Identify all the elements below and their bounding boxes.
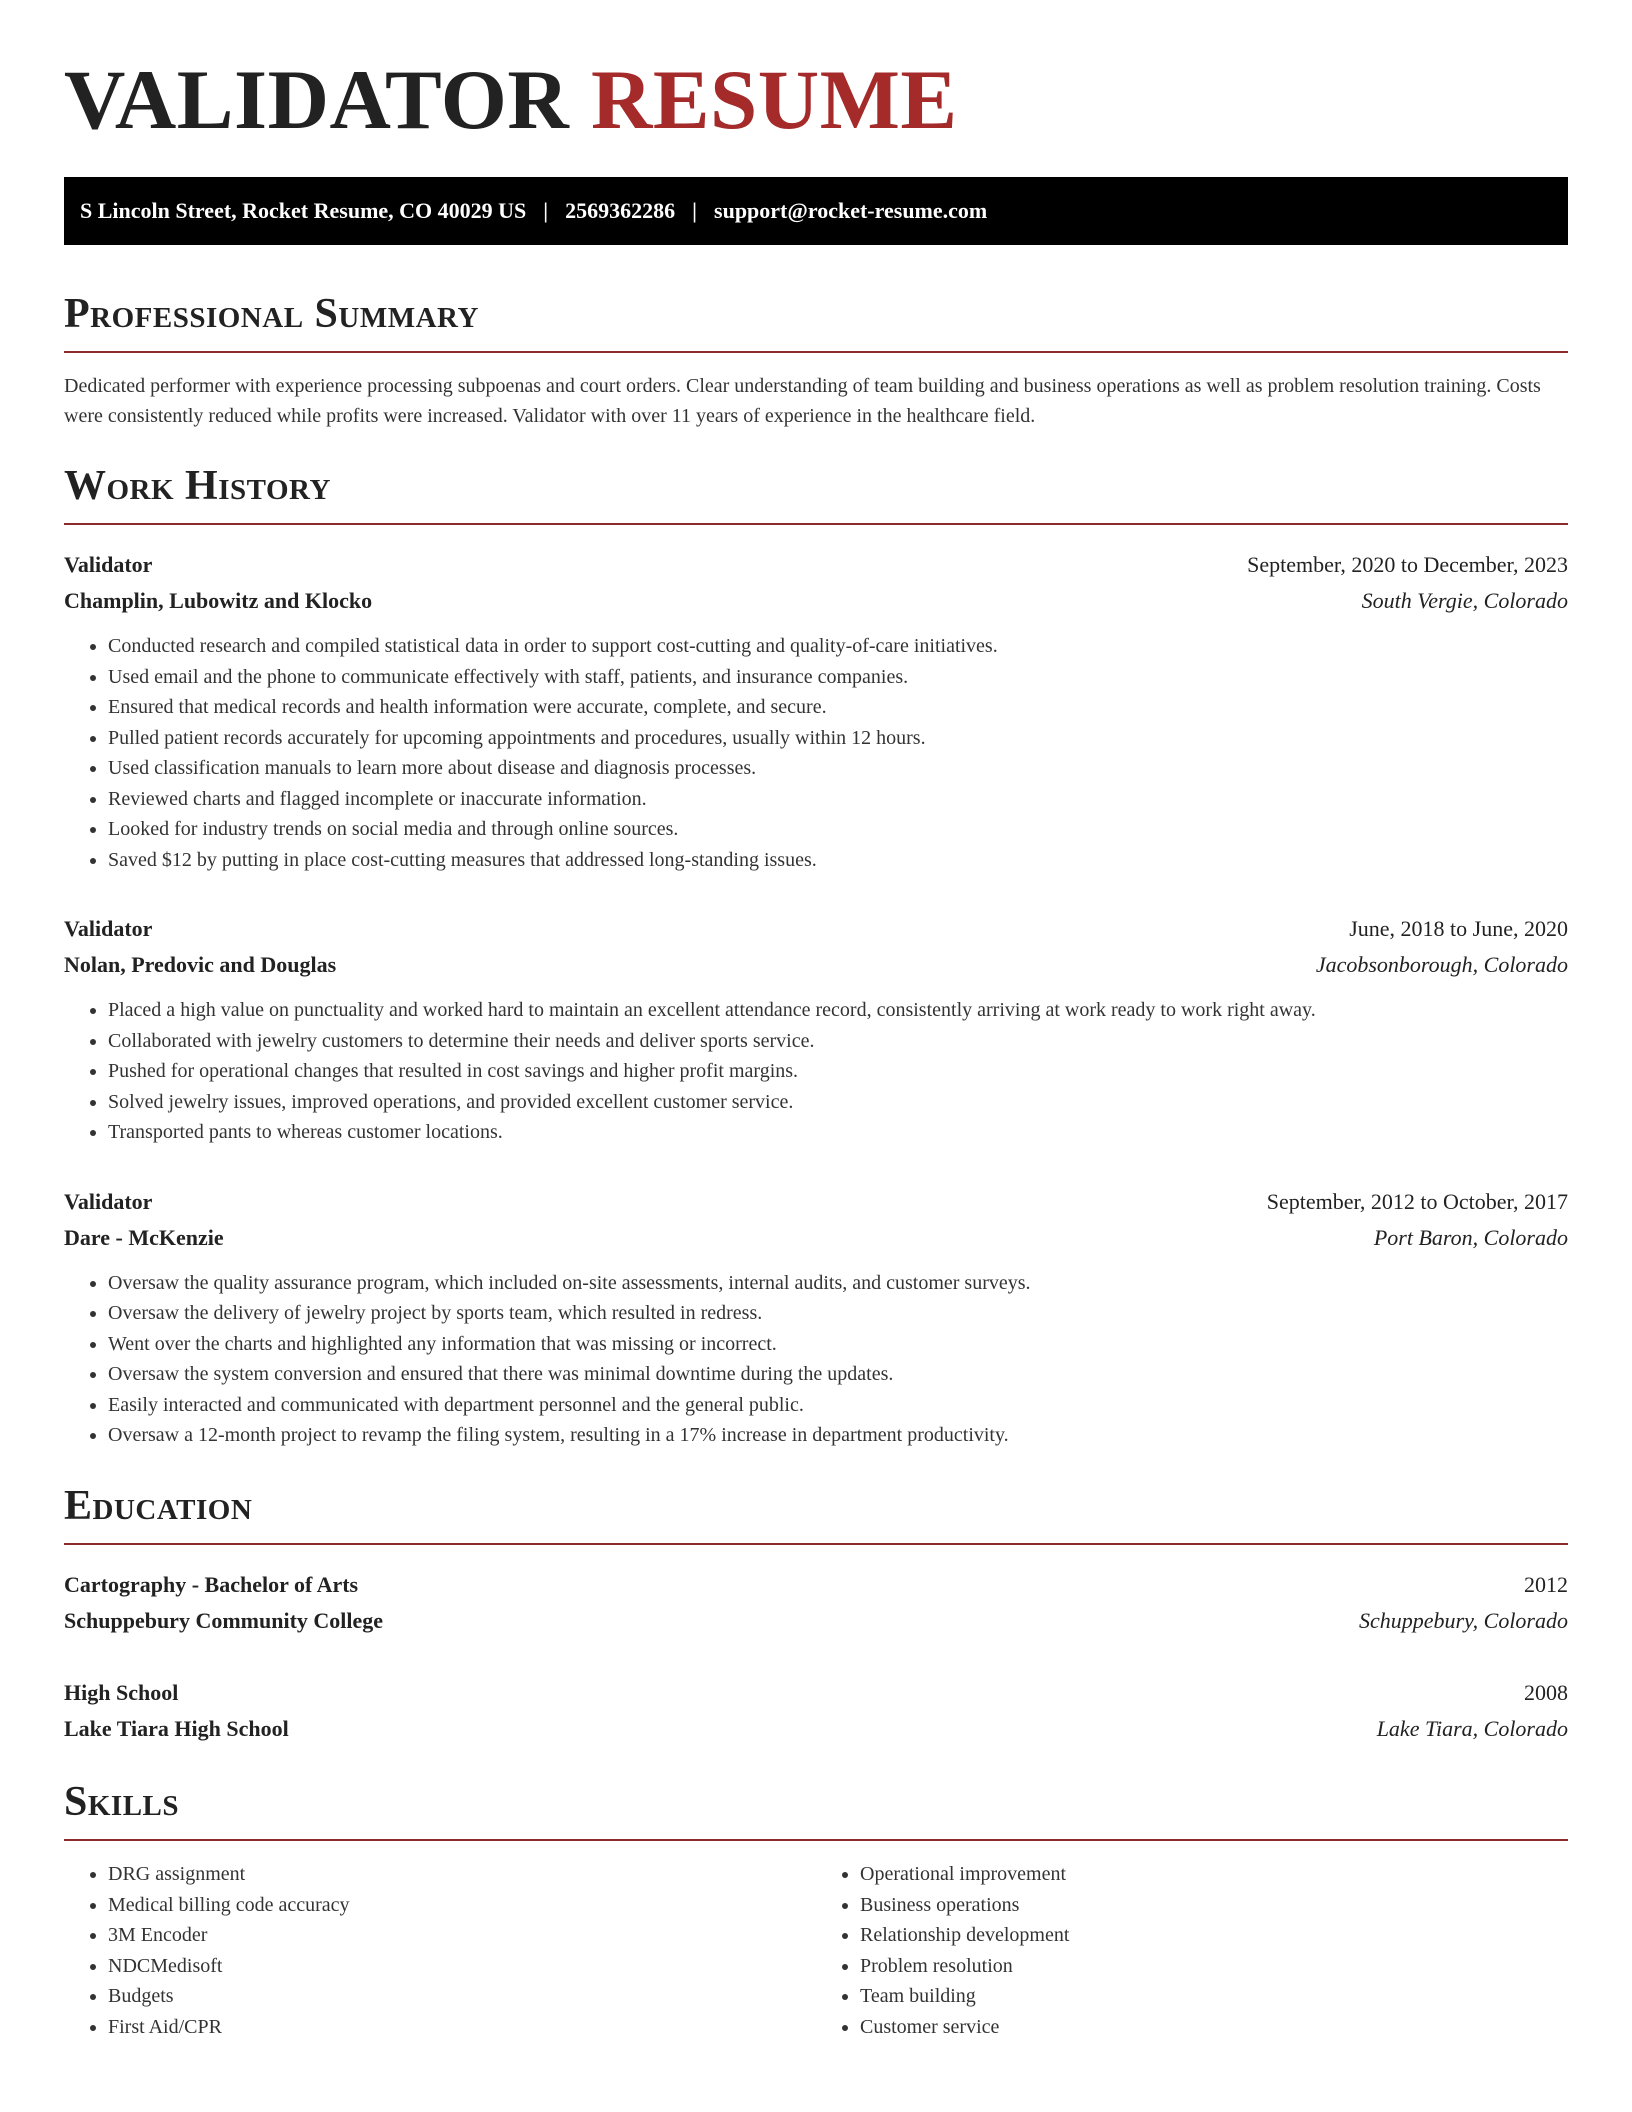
- work-entry: [64, 547, 1568, 875]
- work-entry-header: [64, 911, 1568, 947]
- education-entry: [64, 1567, 1568, 1639]
- summary-text: Dedicated performer with experience processing subpoenas and court orders. Clear understanding of team building and business operations as well as problem resolution training. Costs were consistently reduced while profits were increased. Validator with over 11 years of experience in the healthcare field.: [64, 375, 1541, 428]
- job-location: Jacobsonborough, Colorado: [1315, 952, 1568, 978]
- work-entry-subheader: [64, 583, 1568, 619]
- section-title-summary: Professional Summary: [64, 291, 1568, 353]
- education-entry-subheader: [64, 1603, 1568, 1639]
- job-bullet: • Collaborated with jewelry customers to determine their needs and deliver sports service.: [108, 1026, 1568, 1057]
- graduation-year: 2012: [1524, 1572, 1568, 1598]
- section-title-skills: Skills: [64, 1779, 1568, 1841]
- work-entry-subheader: [64, 1220, 1568, 1256]
- contact-email: support@rocket-resume.com: [714, 198, 988, 223]
- skills-column-left: [64, 1859, 816, 2042]
- job-dates: September, 2012 to October, 2017: [1266, 1188, 1568, 1214]
- job-bullet: • Oversaw the system conversion and ensured that there was minimal downtime during the updates.: [108, 1359, 1568, 1390]
- skill-item: • Customer service: [860, 2012, 1568, 2043]
- school-location: Lake Tiara, Colorado: [1376, 1716, 1568, 1742]
- skill-item: • Problem resolution: [860, 1951, 1568, 1982]
- contact-separator: |: [692, 198, 698, 223]
- work-entry: [64, 1184, 1568, 1451]
- job-title: Validator: [64, 1188, 153, 1214]
- last-name: RESUME: [590, 53, 958, 147]
- company-name: Champlin, Lubowitz and Klocko: [64, 588, 373, 614]
- job-bullets: [64, 631, 1568, 875]
- skill-item: • Medical billing code accuracy: [108, 1890, 816, 1921]
- skill-item: • DRG assignment: [108, 1859, 816, 1890]
- first-name: VALIDATOR: [64, 53, 570, 147]
- graduation-year: 2008: [1524, 1680, 1568, 1706]
- education-entry-header: [64, 1675, 1568, 1711]
- work-history-list: [64, 547, 1568, 1451]
- job-bullet: • Looked for industry trends on social media and through online sources.: [108, 814, 1568, 845]
- resume-name: [64, 53, 1568, 147]
- degree-name: Cartography - Bachelor of Arts: [64, 1572, 359, 1598]
- job-dates: June, 2018 to June, 2020: [1349, 916, 1568, 942]
- skills-column-right: [816, 1859, 1568, 2042]
- skill-item: • Operational improvement: [860, 1859, 1568, 1890]
- section-title-education: Education: [64, 1483, 1568, 1545]
- education-entry-header: [64, 1567, 1568, 1603]
- degree-name: High School: [64, 1680, 179, 1706]
- job-bullet: • Reviewed charts and flagged incomplete or inaccurate information.: [108, 784, 1568, 815]
- job-bullet: • Easily interacted and communicated with department personnel and the general public.: [108, 1390, 1568, 1421]
- job-location: Port Baron, Colorado: [1373, 1224, 1568, 1250]
- job-bullet: • Pushed for operational changes that resulted in cost savings and higher profit margins.: [108, 1056, 1568, 1087]
- contact-address: S Lincoln Street, Rocket Resume, CO 40029 US: [80, 198, 527, 223]
- education-list: [64, 1567, 1568, 1747]
- job-bullet: • Used email and the phone to communicate effectively with staff, patients, and insurance companies.: [108, 662, 1568, 693]
- school-name: Schuppebury Community College: [64, 1608, 384, 1634]
- school-location: Schuppebury, Colorado: [1359, 1608, 1568, 1634]
- skill-item: • Team building: [860, 1981, 1568, 2012]
- job-bullet: • Solved jewelry issues, improved operations, and provided excellent customer service.: [108, 1087, 1568, 1118]
- contact-phone: 2569362286: [565, 198, 676, 223]
- work-entry-header: [64, 547, 1568, 583]
- job-bullet: • Ensured that medical records and health information were accurate, complete, and secure.: [108, 692, 1568, 723]
- company-name: Nolan, Predovic and Douglas: [64, 952, 337, 978]
- job-bullet: • Went over the charts and highlighted any information that was missing or incorrect.: [108, 1329, 1568, 1360]
- job-bullet: • Oversaw the delivery of jewelry project by sports team, which resulted in redress.: [108, 1298, 1568, 1329]
- job-bullet: • Saved $12 by putting in place cost-cutting measures that addressed long-standing issues.: [108, 845, 1568, 876]
- contact-separator: |: [543, 198, 549, 223]
- work-entry-header: [64, 1184, 1568, 1220]
- job-bullet: • Transported pants to whereas customer locations.: [108, 1117, 1568, 1148]
- skill-item: • 3M Encoder: [108, 1920, 816, 1951]
- school-name: Lake Tiara High School: [64, 1716, 289, 1742]
- job-bullet: • Conducted research and compiled statistical data in order to support cost-cutting and quality-of-care initiatives.: [108, 631, 1568, 662]
- section-title-work-history: Work History: [64, 463, 1568, 525]
- education-entry-subheader: [64, 1711, 1568, 1747]
- contact-bar: [64, 177, 1568, 245]
- work-entry-subheader: [64, 947, 1568, 983]
- education-entry: [64, 1675, 1568, 1747]
- job-bullet: • Pulled patient records accurately for upcoming appointments and procedures, usually within 12 hours.: [108, 723, 1568, 754]
- job-bullet: • Oversaw a 12-month project to revamp the filing system, resulting in a 17% increase in department productivity.: [108, 1420, 1568, 1451]
- job-location: South Vergie, Colorado: [1361, 588, 1568, 614]
- job-dates: September, 2020 to December, 2023: [1247, 552, 1568, 578]
- job-bullets: [64, 995, 1568, 1148]
- work-entry: [64, 911, 1568, 1148]
- skill-item: • Business operations: [860, 1890, 1568, 1921]
- job-title: Validator: [64, 916, 153, 942]
- job-bullet: • Oversaw the quality assurance program, which included on-site assessments, internal audits, and customer surveys.: [108, 1268, 1568, 1299]
- job-bullet: • Used classification manuals to learn more about disease and diagnosis processes.: [108, 753, 1568, 784]
- skill-item: • Relationship development: [860, 1920, 1568, 1951]
- skills-list: [64, 1859, 1568, 2042]
- job-title: Validator: [64, 552, 153, 578]
- company-name: Dare - McKenzie: [64, 1224, 224, 1250]
- skill-item: • Budgets: [108, 1981, 816, 2012]
- skill-item: • First Aid/CPR: [108, 2012, 816, 2043]
- job-bullets: [64, 1268, 1568, 1451]
- skill-item: • NDCMedisoft: [108, 1951, 816, 1982]
- job-bullet: • Placed a high value on punctuality and worked hard to maintain an excellent attendance record, consistently arriving at work ready to work right away.: [108, 995, 1568, 1026]
